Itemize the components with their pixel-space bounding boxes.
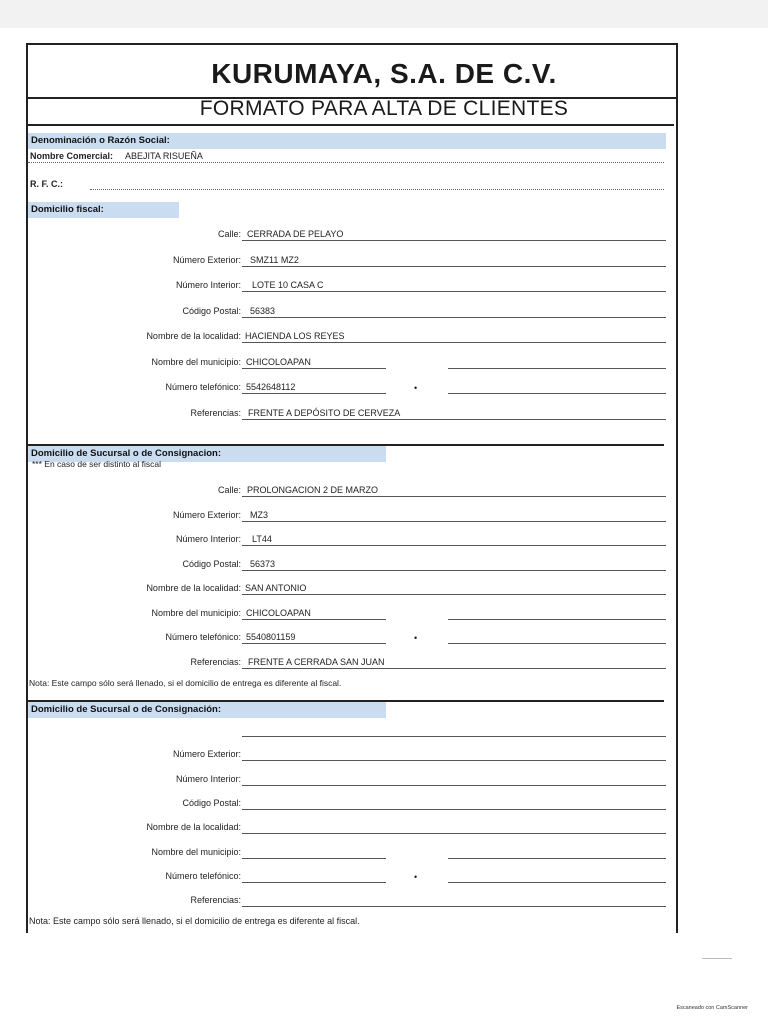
sucursal2-line-3 (242, 809, 666, 810)
sucursal2-label-1: Número Exterior: (172, 749, 241, 760)
sucursal1-value-7[interactable]: FRENTE A CERRADA SAN JUAN (248, 656, 385, 667)
sucursal1-line-1 (242, 521, 666, 522)
fiscal-label-5: Nombre del municipio: (151, 356, 241, 367)
sucursal1-line-6 (242, 643, 386, 644)
sucursal1-value-3[interactable]: 56373 (250, 558, 276, 569)
fiscal-value-1[interactable]: SMZ11 MZ2 (250, 254, 299, 265)
fiscal-value-3[interactable]: 56383 (250, 305, 276, 316)
fiscal-line-2 (242, 291, 666, 292)
fiscal-line-5 (242, 368, 386, 369)
sucursal2-line-4 (242, 833, 666, 834)
fiscal-line-3 (242, 317, 666, 318)
fiscal-value-7[interactable]: FRENTE A DEPÓSITO DE CERVEZA (248, 407, 401, 418)
title-divider (28, 124, 674, 126)
fiscal-label-1: Número Exterior: (172, 254, 241, 265)
sucursal1-value-2[interactable]: LT44 (252, 534, 272, 544)
sucursal1-line-7 (242, 668, 666, 669)
sucursal1-label-1: Número Exterior: (172, 509, 241, 520)
sucursal2-line-6 (242, 882, 386, 883)
sucursal2-label-4: Nombre de la localidad: (146, 822, 241, 833)
rfc-label: R. F. C.: (30, 179, 63, 189)
sucursal1-line-3 (242, 570, 666, 571)
fiscal-line-6 (242, 393, 386, 394)
sucursal1-line-0 (242, 496, 666, 497)
sucursal1-heading: Domicilio de Sucursal o de Consignacion: (28, 446, 386, 462)
sucursal2-line-7 (242, 906, 666, 907)
sucursal2-label-2: Número Interior: (175, 773, 241, 784)
form-title: FORMATO PARA ALTA DE CLIENTES (199, 97, 569, 120)
nombre-comercial-value[interactable]: ABEJITA RISUEÑA (125, 151, 203, 161)
fiscal-line-1 (242, 266, 666, 267)
sucursal2-label-5: Nombre del municipio: (151, 846, 241, 857)
sucursal1-value-6[interactable]: 5540801159 (246, 632, 296, 642)
scanner-watermark: Escaneado con CamScanner (676, 1005, 748, 1011)
sucursal1-line-5 (242, 619, 386, 620)
fiscal-value-0[interactable]: CERRADA DE PELAYO (247, 229, 344, 239)
fiscal-label-2: Número Interior: (175, 280, 241, 290)
sucursal1-value-4[interactable]: SAN ANTONIO (245, 583, 307, 593)
sucursal2-line-1 (242, 760, 666, 761)
sucursal2-line-2 (242, 785, 666, 786)
sucursal1-line-extra-5 (448, 619, 666, 620)
domicilio-fiscal-heading: Domicilio fiscal: (28, 202, 179, 218)
fiscal-label-4: Nombre de la localidad: (146, 331, 241, 341)
razon-social-heading: Denominación o Razón Social: (28, 133, 666, 149)
sucursal1-value-0[interactable]: PROLONGACION 2 DE MARZO (247, 485, 379, 495)
sucursal2-note: Nota: Este campo sólo será llenado, si el domicilio de entrega es diferente al fiscal. (29, 916, 360, 926)
sucursal1-phone-dot: • (414, 633, 418, 643)
sucursal2-line-5 (242, 858, 386, 859)
scan-top-band (0, 0, 768, 28)
fiscal-label-3: Código Postal: (182, 305, 241, 316)
sucursal1-label-0: Calle: (217, 485, 241, 495)
sucursal2-label-3: Código Postal: (182, 797, 241, 808)
nombre-comercial-line (28, 162, 664, 163)
company-name: KURUMAYA, S.A. DE C.V. (211, 58, 557, 89)
sucursal2-phone-dot: • (414, 871, 418, 882)
sucursal1-line-2 (242, 545, 666, 546)
sucursal1-label-7: Referencias: (190, 656, 241, 667)
fiscal-line-extra-5 (448, 368, 666, 369)
sucursal1-label-6: Número telefónico: (165, 632, 241, 642)
fiscal-value-4[interactable]: HACIENDA LOS REYES (245, 331, 345, 341)
sucursal2-label-7: Referencias: (190, 895, 241, 906)
sucursal2-heading: Domicilio de Sucursal o de Consignación: (28, 702, 386, 718)
fiscal-line-7 (242, 419, 666, 420)
sucursal1-label-4: Nombre de la localidad: (146, 583, 241, 593)
sucursal2-line-0 (242, 736, 666, 737)
sucursal1-value-1[interactable]: MZ3 (250, 509, 268, 520)
fiscal-value-6[interactable]: 5542648112 (246, 382, 296, 392)
fiscal-value-2[interactable]: LOTE 10 CASA C (252, 280, 324, 290)
fiscal-value-5[interactable]: CHICOLOAPAN (246, 356, 311, 367)
sucursal1-label-2: Número Interior: (175, 534, 241, 544)
sucursal1-line-extra-6 (448, 643, 666, 644)
fiscal-label-6: Número telefónico: (165, 382, 241, 392)
sucursal1-label-5: Nombre del municipio: (151, 607, 241, 618)
sucursal1-subnote: *** En caso de ser distinto al fiscal (32, 459, 161, 469)
sucursal2-line-extra-5 (448, 858, 666, 859)
sucursal1-label-3: Código Postal: (182, 558, 241, 569)
sucursal2-label-6: Número telefónico: (165, 870, 241, 881)
sucursal1-line-4 (242, 594, 666, 595)
sucursal1-value-5[interactable]: CHICOLOAPAN (246, 607, 311, 618)
sucursal1-note: Nota: Este campo sólo será llenado, si el domicilio de entrega es diferente al fiscal. (29, 678, 342, 688)
fiscal-label-7: Referencias: (190, 407, 241, 418)
fiscal-line-0 (242, 240, 666, 241)
sucursal2-line-extra-6 (448, 882, 666, 883)
nombre-comercial-label: Nombre Comercial: (30, 151, 114, 161)
fiscal-label-0: Calle: (217, 229, 241, 239)
fiscal-phone-dot: • (414, 383, 418, 393)
rfc-line (90, 189, 664, 190)
scan-mark (702, 958, 732, 959)
fiscal-line-4 (242, 342, 666, 343)
fiscal-line-extra-6 (448, 393, 666, 394)
